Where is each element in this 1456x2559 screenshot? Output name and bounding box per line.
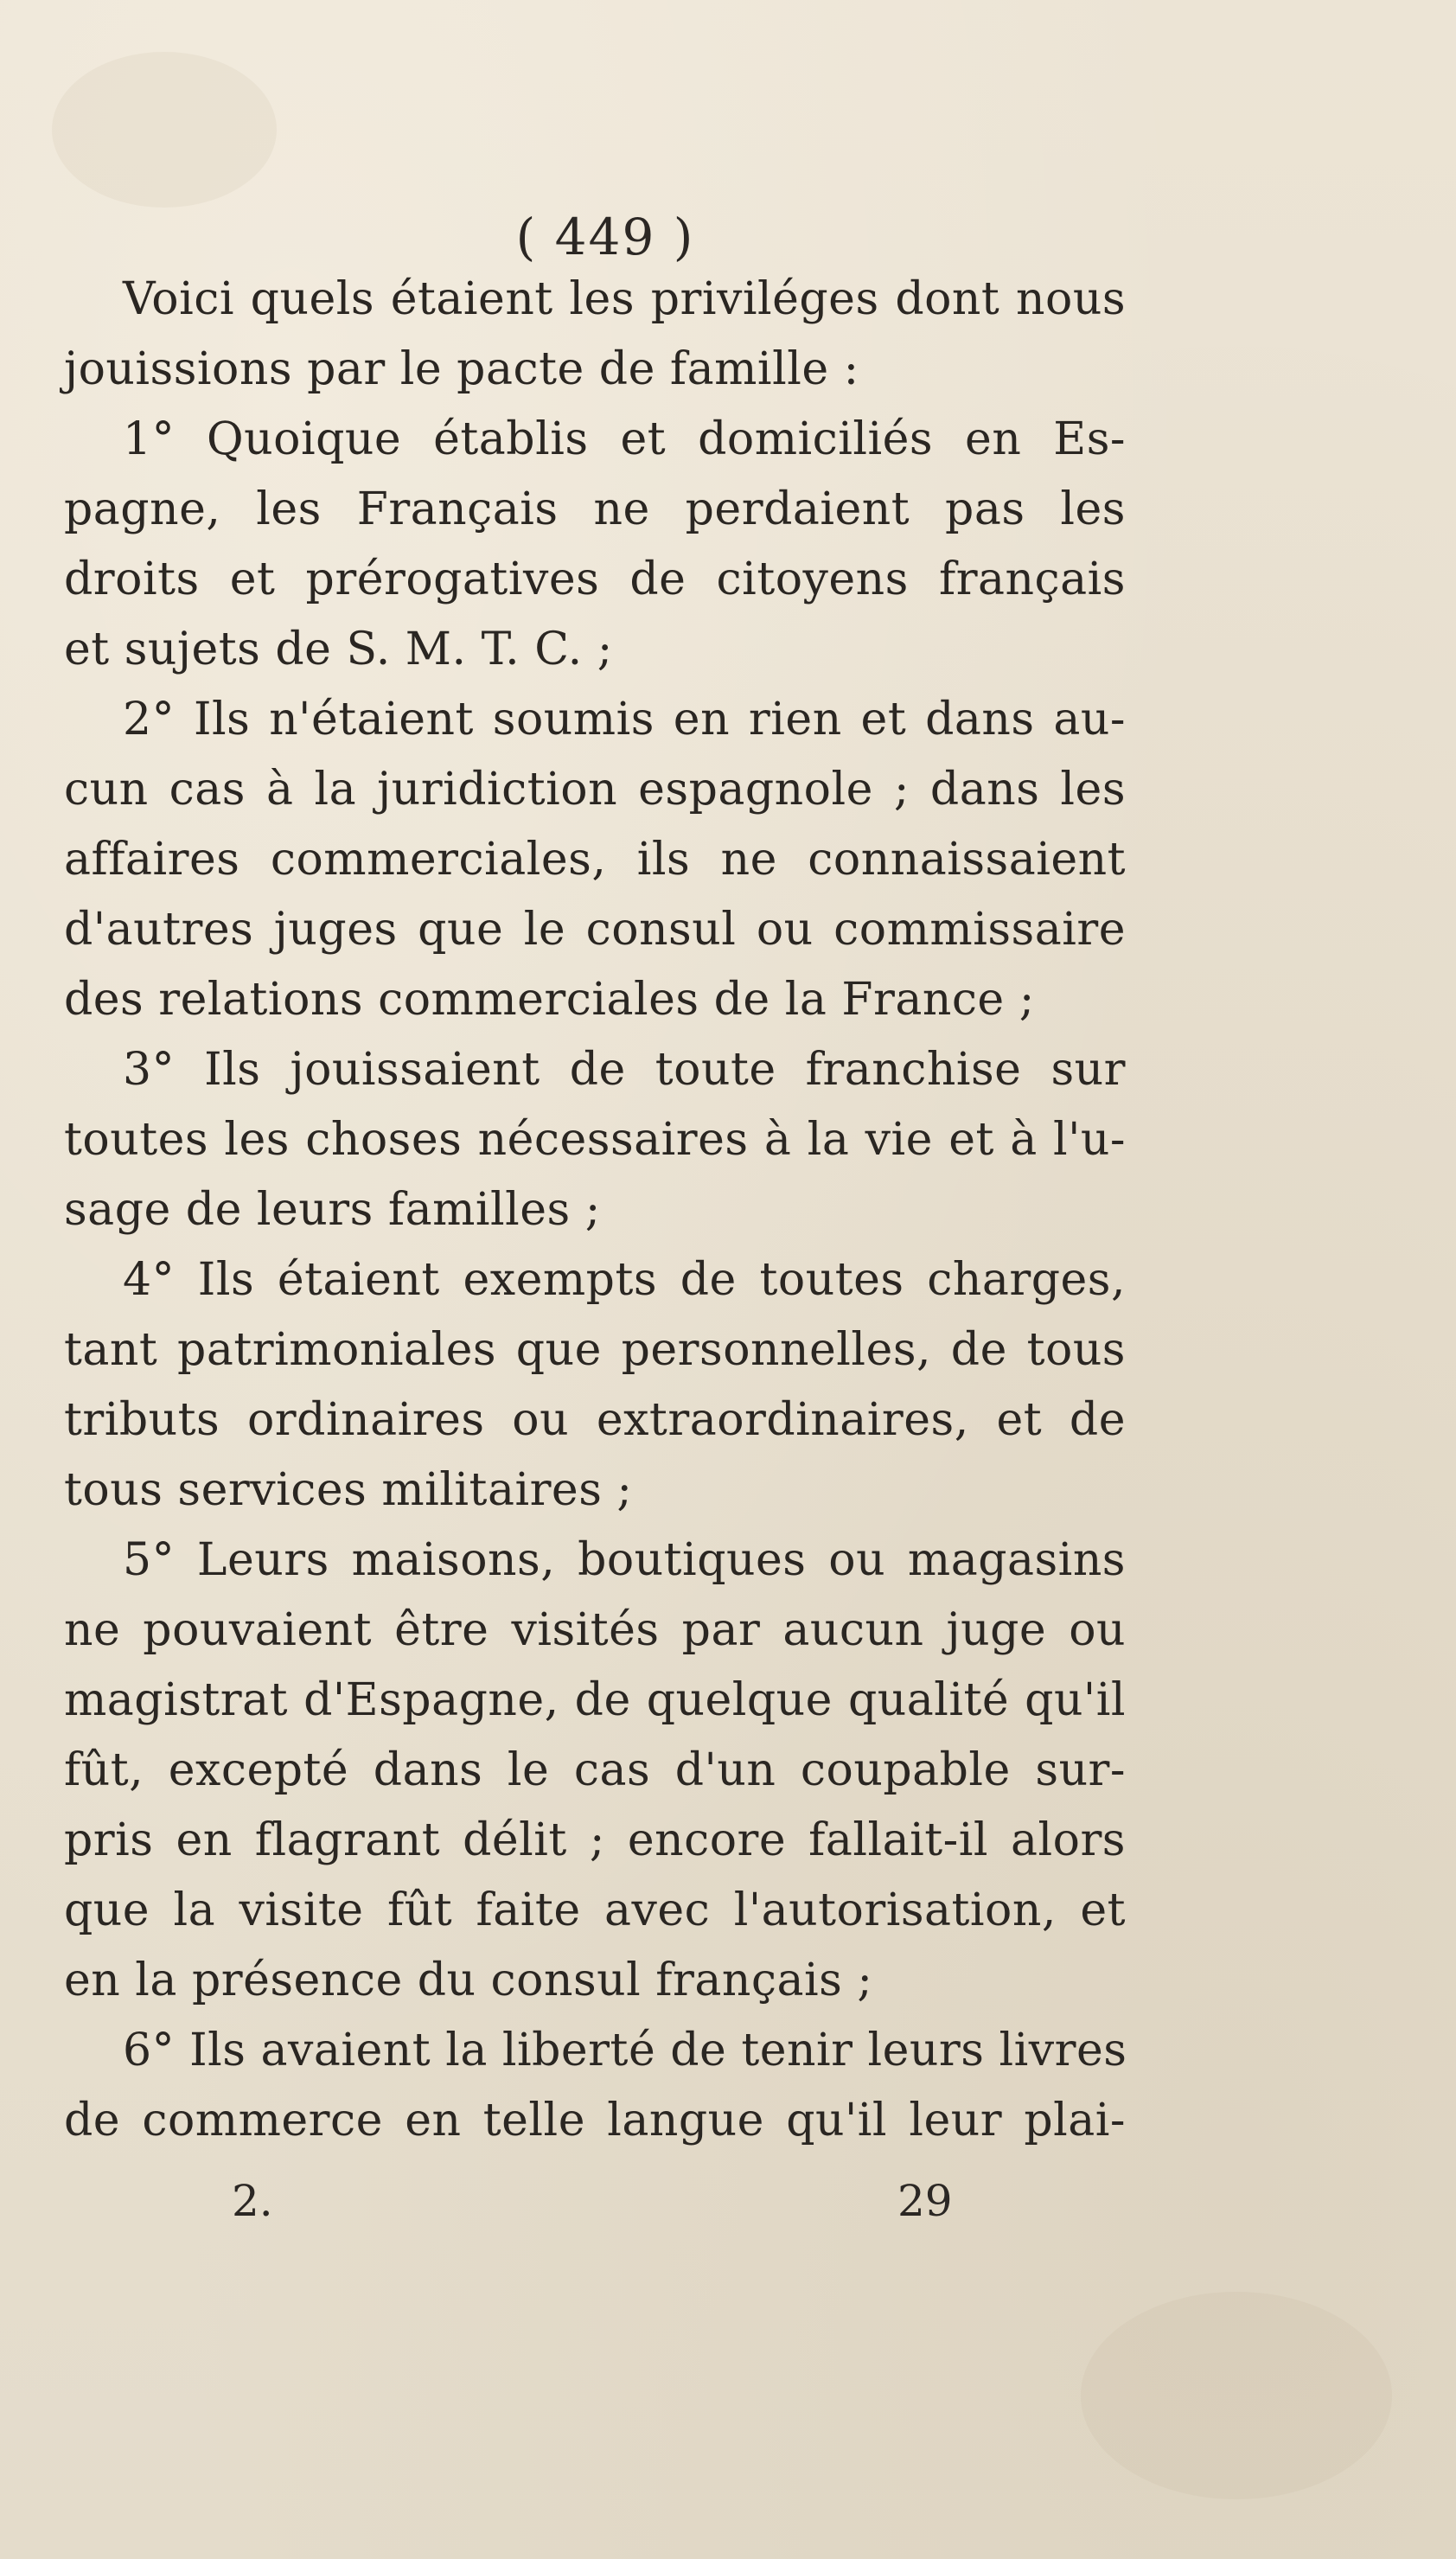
text-line: tant patrimoniales que personnelles, de tous xyxy=(64,1324,1126,1376)
text-line: 1° Quoique établis et domiciliés en Es- xyxy=(123,413,1126,465)
text-line: 4° Ils étaient exempts de toutes charges, xyxy=(123,1254,1126,1306)
text-line: affaires commerciales, ils ne connaissaient xyxy=(64,834,1126,886)
page-footer xyxy=(0,2176,1456,2236)
page-number: ( 449 ) xyxy=(515,208,695,266)
sheet-number: 29 xyxy=(897,2176,953,2226)
text-line: fût, excepté dans le cas d'un coupable sur- xyxy=(64,1744,1126,1796)
text-line: sage de leurs familles ; xyxy=(64,1184,601,1236)
body-text xyxy=(64,265,1126,2156)
text-line: pagne, les Français ne perdaient pas les xyxy=(64,483,1126,535)
text-line: 2° Ils n'étaient soumis en rien et dans au- xyxy=(123,694,1126,745)
text-line: d'autres juges que le consul ou commissaire xyxy=(64,904,1126,956)
text-line: jouissions par le pacte de famille : xyxy=(64,343,859,395)
text-line: 6° Ils avaient la liberté de tenir leurs livres xyxy=(123,2025,1127,2076)
text-line: 5° Leurs maisons, boutiques ou magasins xyxy=(123,1534,1126,1586)
text-line: Voici quels étaient les priviléges dont nous xyxy=(123,273,1126,325)
text-line: droits et prérogatives de citoyens français xyxy=(64,553,1126,605)
text-line: ne pouvaient être visités par aucun juge ou xyxy=(64,1604,1126,1656)
text-line: toutes les choses nécessaires à la vie et à l'u- xyxy=(64,1114,1126,1166)
text-line: cun cas à la juridiction espagnole ; dans les xyxy=(64,764,1126,816)
text-line: tributs ordinaires ou extraordinaires, et de xyxy=(64,1394,1126,1446)
text-line: magistrat d'Espagne, de quelque qualité qu'il xyxy=(64,1674,1126,1726)
text-line: de commerce en telle langue qu'il leur plai- xyxy=(64,2095,1126,2146)
text-line: que la visite fût faite avec l'autorisation, et xyxy=(64,1884,1126,1936)
signature-mark: 2. xyxy=(232,2176,273,2226)
paper-stain xyxy=(1081,2292,1392,2499)
text-line: et sujets de S. M. T. C. ; xyxy=(64,624,613,675)
text-line: tous services militaires ; xyxy=(64,1464,633,1516)
text-line: en la présence du consul français ; xyxy=(64,1954,873,2006)
text-line: pris en flagrant délit ; encore fallait-il alors xyxy=(64,1814,1126,1866)
text-line: des relations commerciales de la France ; xyxy=(64,974,1035,1026)
paper-stain xyxy=(52,52,277,208)
text-line: 3° Ils jouissaient de toute franchise sur xyxy=(123,1044,1126,1096)
